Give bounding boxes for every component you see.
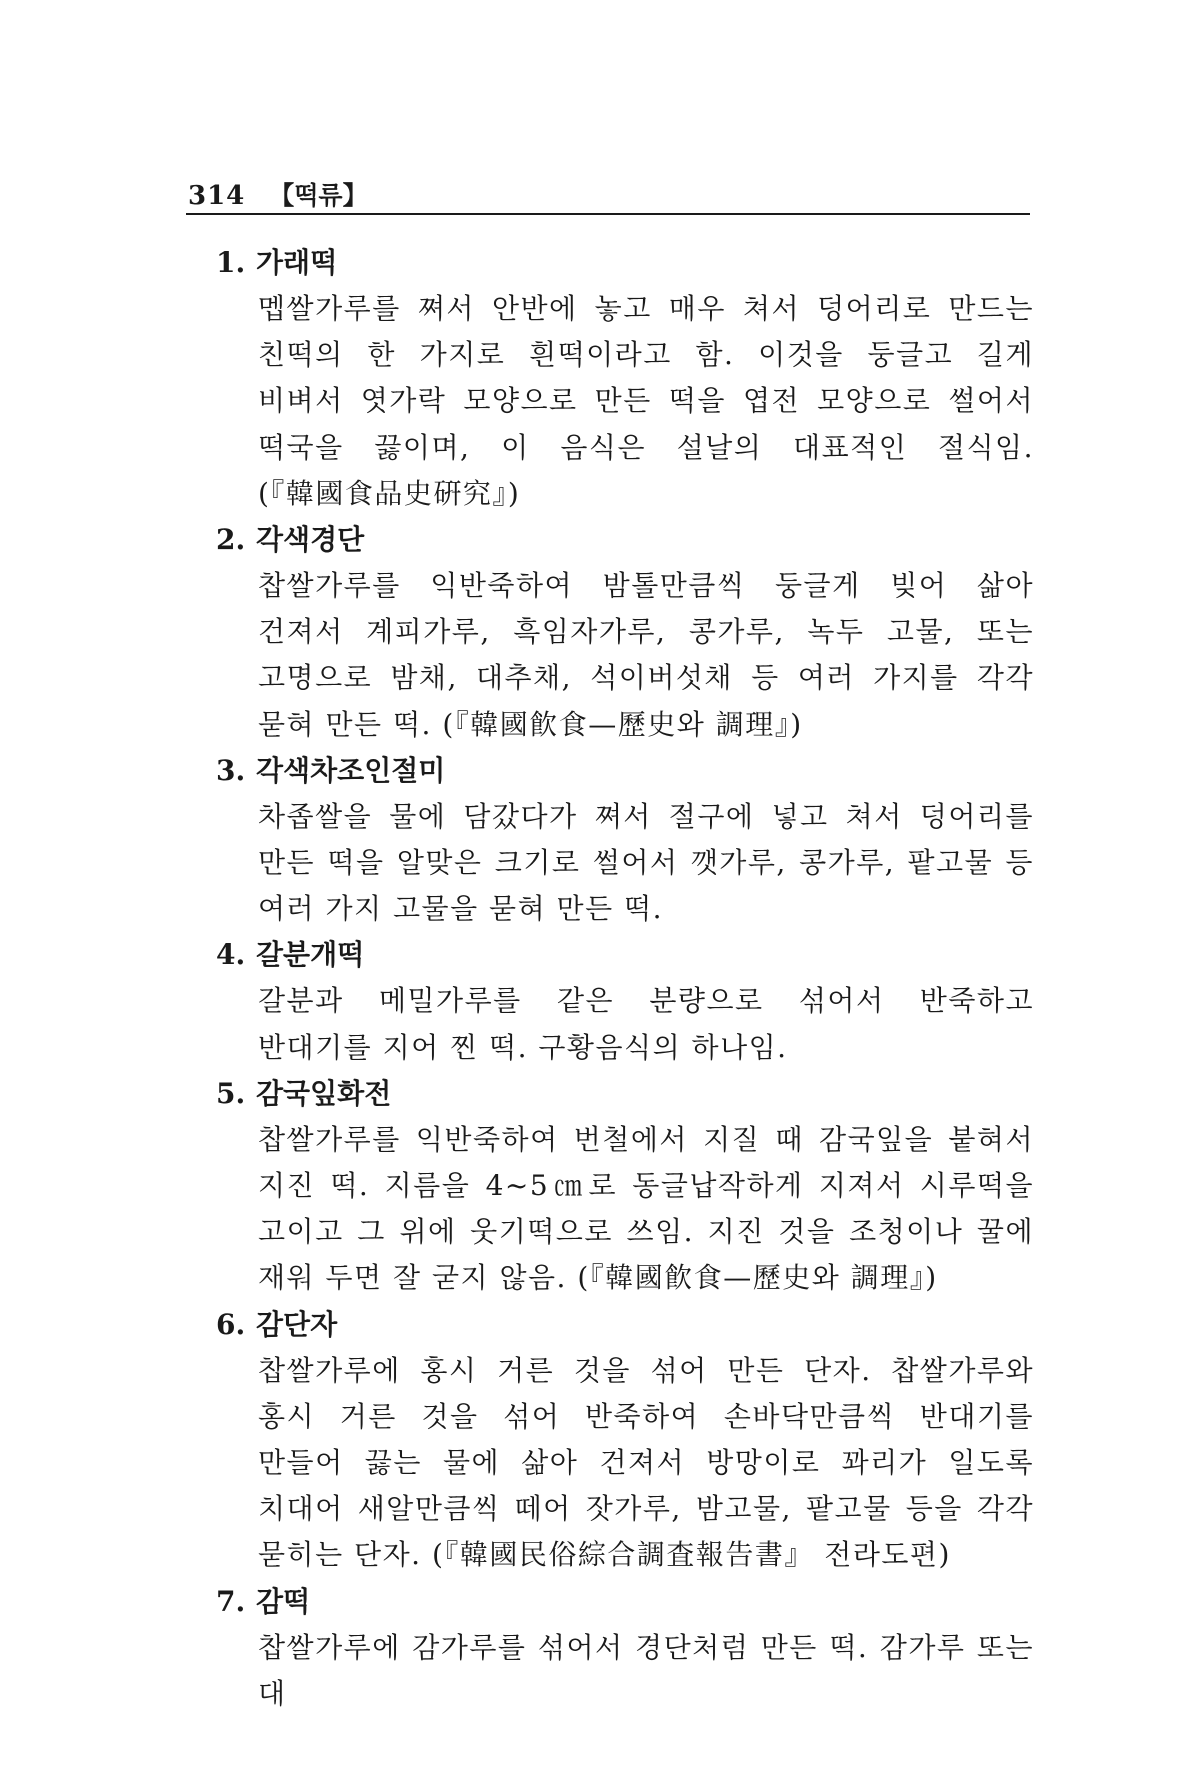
entry-number: 3. — [216, 753, 246, 787]
entry-heading — [216, 748, 1036, 794]
entry-number: 1. — [216, 246, 246, 279]
entry-title: 가래떡 — [256, 246, 338, 279]
entry-body: 찹쌀가루에 홍시 거른 것을 섞어 만든 단자. 찹쌀가루와 홍시 거른 것을 섞어 반죽하여 손바닥만큼씩 반대기를 만들어 끓는 물에 삶아 건져서 방망이로 꽈리가 일도록 치대어 새알만큼씩 떼어 잣가루, 밤고물, 팥고물 등을 각각 묻히는 단자. (『韓國民俗綜合調査報告書』 전라도편) — [258, 1353, 1034, 1572]
entry-body: 차좁쌀을 물에 담갔다가 쪄서 절구에 넣고 쳐서 덩어리를 만든 떡을 알맞은 크기로 썰어서 깻가루, 콩가루, 팥고물 등 여러 가지 고물을 묻혀 만든 떡. — [258, 799, 1034, 926]
entry-gaksaek-chajo-injeolmi — [216, 748, 1036, 933]
header-rule — [186, 213, 1030, 215]
entry-gaksaek-gyeongdan — [216, 517, 1036, 748]
entry-heading — [216, 1579, 1036, 1625]
entry-heading — [216, 1302, 1036, 1348]
entry-number: 7. — [216, 1584, 246, 1618]
entry-title: 각색차조인절미 — [256, 753, 446, 787]
entry-list — [216, 240, 1036, 1717]
entry-heading — [216, 240, 1036, 286]
section-title: 【떡류】 — [269, 181, 368, 210]
entry-title: 감국잎화전 — [256, 1076, 392, 1110]
entry-body: 멥쌀가루를 쪄서 안반에 놓고 매우 쳐서 덩어리로 만드는 친떡의 한 가지로 흰떡이라고 함. 이것을 둥글고 길게 비벼서 엿가락 모양으로 만든 떡을 엽전 모양으로 썰어서 떡국을 끓이며, 이 음식은 설날의 대표적인 절식임. (『韓國食品史硏究』) — [258, 292, 1034, 510]
entry-body: 갈분과 메밀가루를 같은 분량으로 섞어서 반죽하고 반대기를 지어 찐 떡. 구황음식의 하나임. — [258, 984, 1034, 1064]
entry-heading — [216, 1071, 1036, 1117]
entry-heading — [216, 932, 1036, 978]
page-number: 314 — [188, 181, 246, 211]
entry-title: 갈분개떡 — [256, 938, 365, 972]
entry-gam-danja — [216, 1302, 1036, 1579]
entry-number: 5. — [216, 1076, 246, 1110]
entry-body: 찹쌀가루를 익반죽하여 번철에서 지질 때 감국잎을 붙혀서 지진 떡. 지름을 4~5㎝로 동글납작하게 지져서 시루떡을 고이고 그 위에 웃기떡으로 쓰임. 지진 것을 조청이나 꿀에 재워 두면 잘 굳지 않음. (『韓國飮食—歷史와 調理』) — [258, 1122, 1034, 1295]
entry-garaetteok — [216, 240, 1036, 517]
entry-number: 6. — [216, 1307, 246, 1341]
entry-gamguk-ip-hwajeon — [216, 1071, 1036, 1302]
entry-title: 각색경단 — [256, 523, 365, 557]
entry-galbun-gaetteok — [216, 932, 1036, 1070]
entry-body: 찹쌀가루에 감가루를 섞어서 경단처럼 만든 떡. 감가루 또는 대 — [258, 1630, 1034, 1710]
entry-body: 찹쌀가루를 익반죽하여 밤톨만큼씩 둥글게 빚어 삶아 건져서 계피가루, 흑임자가루, 콩가루, 녹두 고물, 또는 고명으로 밤채, 대추채, 석이버섯채 등 여러 가지를 각각 묻혀 만든 떡. (『韓國飮食—歷史와 調理』) — [258, 569, 1034, 741]
entry-number: 2. — [216, 523, 246, 557]
entry-title: 감단자 — [256, 1307, 338, 1341]
entry-number: 4. — [216, 938, 246, 972]
entry-gamtteok — [216, 1579, 1036, 1717]
running-head — [188, 176, 368, 212]
entry-heading — [216, 517, 1036, 563]
entry-title: 감떡 — [256, 1584, 311, 1618]
